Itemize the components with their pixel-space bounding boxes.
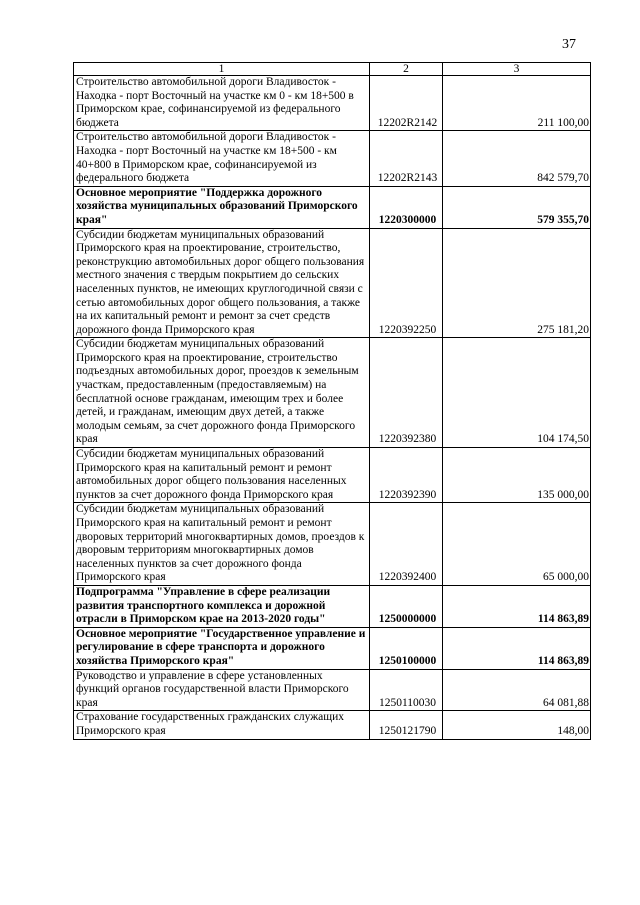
row-amount: 211 100,00 [443,76,591,131]
table-row [74,228,591,338]
row-amount: 64 081,88 [443,669,591,711]
table-row [74,338,591,448]
column-header-2: 2 [370,63,443,76]
row-description: Строительство автомобильной дороги Владивосток - Находка - порт Восточный на участке км 0 - км 18+500 в Приморском крае, софинансируемой из федерального бюджета [74,76,370,131]
table-row [74,448,591,503]
row-description: Подпрограмма "Управление в сфере реализации развития транспортного комплекса и дорожной отрасли в Приморском крае на 2013-2020 годы" [74,585,370,627]
table-row [74,627,591,669]
budget-table [73,62,591,740]
row-code: 1250110030 [370,669,443,711]
table-row [74,186,591,228]
table-row [74,669,591,711]
row-description: Субсидии бюджетам муниципальных образований Приморского края на проектирование, строительство, реконструкцию автомобильных дорог общего пользования местного значения с твердым покрытием до сельских населенных пунктов, не имеющих круглогодичной связи с сетью автомобильных дорог общего пользования, а также на их капитальный ремонт и ремонт за счет средств дорожного фонда Приморского края [74,228,370,338]
row-code: 1220392400 [370,503,443,586]
row-description: Субсидии бюджетам муниципальных образований Приморского края на проектирование, строительство подъездных автомобильных дорог, проездов к земельным участкам, предоставленным (предоставляемым) на бесплатной основе гражданам, имеющим трех и более детей, и гражданам, имеющим двух детей, а также молодым семьям, за счет дорожного фонда Приморского края [74,338,370,448]
row-code: 1250100000 [370,627,443,669]
row-code: 1220300000 [370,186,443,228]
column-header-1: 1 [74,63,370,76]
row-amount: 135 000,00 [443,448,591,503]
table-row [74,585,591,627]
row-amount: 65 000,00 [443,503,591,586]
row-amount: 842 579,70 [443,131,591,186]
row-amount: 104 174,50 [443,338,591,448]
column-header-3: 3 [443,63,591,76]
row-description: Руководство и управление в сфере установленных функций органов государственной власти Приморского края [74,669,370,711]
row-code: 1220392380 [370,338,443,448]
row-amount: 275 181,20 [443,228,591,338]
row-description: Основное мероприятие "Поддержка дорожного хозяйства муниципальных образований Приморского края" [74,186,370,228]
row-amount: 114 863,89 [443,627,591,669]
row-description: Основное мероприятие "Государственное управление и регулирование в сфере транспорта и дорожного хозяйства Приморского края" [74,627,370,669]
table-row [74,76,591,131]
table-row [74,503,591,586]
row-amount: 579 355,70 [443,186,591,228]
row-code: 1250121790 [370,711,443,739]
table-row [74,711,591,739]
row-code: 1250000000 [370,585,443,627]
row-description: Страхование государственных гражданских служащих Приморского края [74,711,370,739]
row-description: Строительство автомобильной дороги Владивосток - Находка - порт Восточный на участке км 18+500 - км 40+800 в Приморском крае, софинансируемой из федерального бюджета [74,131,370,186]
table-body [74,63,591,740]
row-amount: 148,00 [443,711,591,739]
row-code: 12202R2142 [370,76,443,131]
row-code: 12202R2143 [370,131,443,186]
row-description: Субсидии бюджетам муниципальных образований Приморского края на капитальный ремонт и ремонт автомобильных дорог общего пользования населенных пунктов за счет дорожного фонда Приморского края [74,448,370,503]
table-header-row [74,63,591,76]
row-code: 1220392390 [370,448,443,503]
row-amount: 114 863,89 [443,585,591,627]
table-row [74,131,591,186]
page-number: 37 [562,37,576,52]
row-description: Субсидии бюджетам муниципальных образований Приморского края на капитальный ремонт и ремонт дворовых территорий многоквартирных домов, проездов к дворовым территориям многоквартирных домов населенных пунктов за счет дорожного фонда Приморского края [74,503,370,586]
row-code: 1220392250 [370,228,443,338]
